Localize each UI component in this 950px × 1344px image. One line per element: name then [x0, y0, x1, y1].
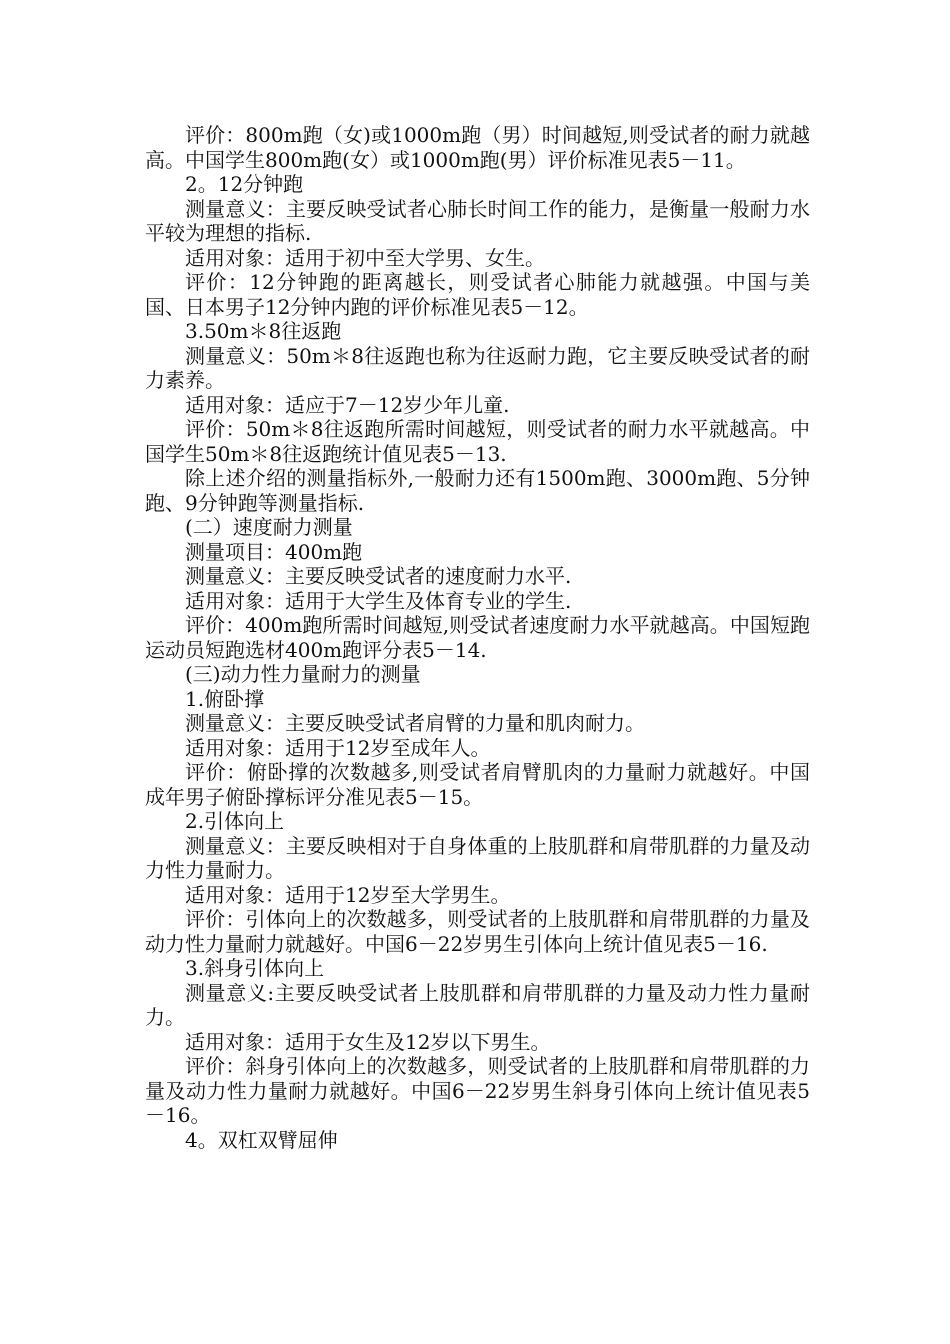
paragraph: 测量意义:主要反映受试者上肢肌群和肩带肌群的力量及动力性力量耐力。 [145, 980, 810, 1029]
section-heading: (三)动力性力量耐力的测量 [185, 662, 421, 686]
paragraph: 测量项目：400m跑 [185, 539, 363, 564]
paragraph: 评价：400m跑所需时间越短,则受试者速度耐力水平就越高。中国短跑运动员短跑选材400m跑评分表5－14. [145, 613, 810, 662]
paragraph: 测量意义：主要反映受试者心肺长时间工作的能力，是衡量一般耐力水平较为理想的指标. [145, 196, 810, 245]
paragraph: 测量意义：主要反映相对于自身体重的上肢肌群和肩带肌群的力量及动力性力量耐力。 [145, 833, 810, 882]
section-heading: 2.引体向上 [185, 809, 285, 833]
paragraph: 适用对象：适用于大学生及体育专业的学生. [185, 588, 572, 613]
section-heading: 1.俯卧撑 [185, 686, 265, 711]
paragraph: 测量意义：主要反映受试者肩臂的力量和肌肉耐力。 [185, 711, 645, 735]
paragraph: 适用对象：适用于女生及12岁以下男生。 [185, 1029, 551, 1054]
section-heading: 4。双杠双臂屈伸 [185, 1127, 338, 1152]
paragraph: 测量意义：50m＊8往返跑也称为往返耐力跑，它主要反映受试者的耐力素养。 [145, 343, 810, 392]
paragraph: 测量意义：主要反映受试者的速度耐力水平. [185, 564, 572, 588]
paragraph: 评价：800m跑（女)或1000m跑（男）时间越短,则受试者的耐力就越高。中国学生800m跑(女）或1000m跑(男）评价标准见表5－11。 [145, 123, 810, 172]
section-heading: 2。12分钟跑 [185, 172, 304, 196]
paragraph: 评价：引体向上的次数越多，则受试者的上肢肌群和肩带肌群的力量及动力性力量耐力就越好。中国6－22岁男生引体向上统计值见表5－16. [145, 907, 810, 956]
section-heading: 3.50m＊8往返跑 [185, 319, 342, 343]
paragraph: 适用对象：适用于12岁至大学男生。 [185, 882, 511, 907]
section-heading: 3.斜身引体向上 [185, 956, 325, 980]
paragraph: 评价：斜身引体向上的次数越多，则受试者的上肢肌群和肩带肌群的力量及动力性力量耐力就越好。中国6－22岁男生斜身引体向上统计值见表5－16。 [145, 1054, 810, 1127]
document-page [145, 123, 810, 1152]
paragraph: 除上述介绍的测量指标外,一般耐力还有1500m跑、3000m跑、5分钟跑、9分钟跑等测量指标. [145, 466, 810, 515]
paragraph: 评价：俯卧撑的次数越多,则受试者肩臂肌肉的力量耐力就越好。中国成年男子俯卧撑标评分准见表5－15。 [145, 760, 810, 809]
paragraph: 适用对象：适用于12岁至成年人。 [185, 735, 491, 760]
paragraph: 适用对象：适用于初中至大学男、女生。 [185, 245, 545, 270]
paragraph: 适用对象：适应于7－12岁少年儿童. [185, 392, 510, 417]
section-heading: (二）速度耐力测量 [185, 515, 353, 539]
paragraph: 评价：12分钟跑的距离越长，则受试者心肺能力就越强。中国与美国、日本男子12分钟内跑的评价标准见表5－12。 [145, 270, 810, 319]
paragraph: 评价：50m＊8往返跑所需时间越短，则受试者的耐力水平就越高。中国学生50m＊8往返跑统计值见表5－13. [145, 417, 810, 466]
